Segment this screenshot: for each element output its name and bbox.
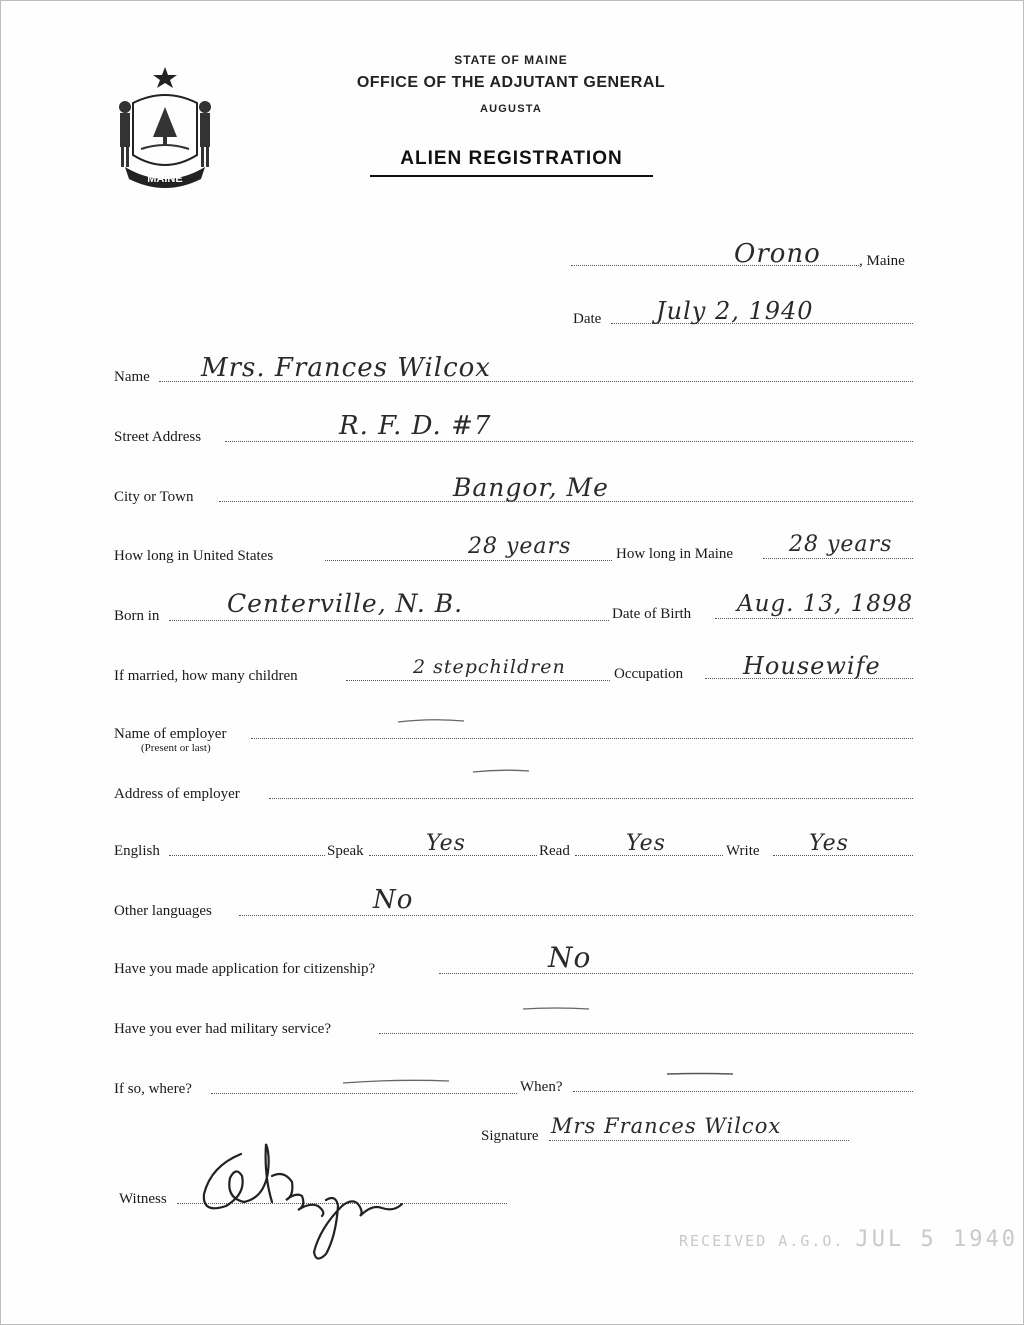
occupation-label: Occupation (614, 666, 684, 682)
name-value: Mrs. Frances Wilcox (201, 353, 491, 383)
how-long-us-line (325, 560, 612, 561)
born-in-value: Centerville, N. B. (227, 589, 464, 618)
other-languages-value: No (373, 885, 414, 915)
employer-name-line (251, 738, 913, 739)
title-underline (370, 175, 653, 177)
witness-signature (186, 1136, 416, 1266)
when-dash (665, 1069, 735, 1079)
date-of-birth-value: Aug. 13, 1898 (737, 591, 914, 617)
how-long-us-value: 28 years (468, 534, 572, 559)
when-label: When? (520, 1079, 563, 1095)
received-stamp (679, 1227, 1018, 1252)
how-long-maine-value: 28 years (789, 532, 893, 557)
born-in-label: Born in (114, 608, 160, 624)
english-line (169, 855, 325, 856)
when-line (573, 1091, 913, 1092)
citizenship-value: No (548, 941, 592, 974)
how-long-us-label: How long in United States (114, 548, 274, 564)
occupation-value: Housewife (743, 652, 881, 680)
military-dash (521, 1004, 591, 1014)
office-heading: OFFICE OF THE ADJUTANT GENERAL (356, 74, 666, 91)
children-value: 2 stepchildren (413, 656, 566, 678)
form-title: ALIEN REGISTRATION (400, 148, 623, 169)
stamp-date: JUL 5 1940 (855, 1227, 1018, 1252)
employer-address-dash (471, 766, 531, 776)
date-value: July 2, 1940 (656, 297, 814, 325)
city-label: City or Town (114, 489, 194, 505)
date-of-birth-label: Date of Birth (612, 606, 692, 622)
state-heading: STATE OF MAINE (454, 53, 568, 67)
where-line (211, 1093, 517, 1094)
other-languages-label: Other languages (114, 903, 212, 919)
street-line (225, 441, 913, 442)
town-value: Orono (734, 239, 821, 269)
date-of-birth-line (715, 618, 913, 619)
maine-suffix: , Maine (859, 253, 905, 269)
maine-seal-icon (111, 63, 219, 191)
street-label: Street Address (114, 429, 202, 445)
speak-label: Speak (327, 843, 364, 859)
english-label: English (114, 843, 160, 859)
read-label: Read (539, 843, 570, 859)
seal-motto: MAINE (147, 173, 183, 185)
witness-name: C H Hayes (386, 1176, 391, 1177)
where-label: If so, where? (114, 1081, 192, 1097)
stamp-text: RECEIVED A.G.O. (679, 1232, 845, 1250)
city-heading: AUGUSTA (480, 103, 542, 115)
military-line (379, 1033, 913, 1034)
signature-line (549, 1140, 849, 1141)
date-label: Date (573, 311, 602, 327)
employer-name-dash (396, 716, 466, 726)
name-label: Name (114, 369, 150, 385)
employer-hint: (Present or last) (141, 742, 211, 754)
where-dash (341, 1077, 451, 1087)
employer-name-label: Name of employer (114, 726, 227, 742)
signature-value: Mrs Frances Wilcox (551, 1114, 782, 1138)
born-in-line (169, 620, 609, 621)
write-value: Yes (809, 831, 849, 856)
how-long-maine-line (763, 558, 913, 559)
write-label: Write (726, 843, 760, 859)
city-value: Bangor, Me (453, 473, 609, 502)
children-label: If married, how many children (114, 668, 298, 684)
citizenship-label: Have you made application for citizenship? (114, 961, 376, 977)
read-value: Yes (626, 831, 666, 856)
employer-address-label: Address of employer (114, 786, 240, 802)
citizenship-line (439, 973, 913, 974)
other-languages-line (239, 915, 913, 916)
speak-value: Yes (426, 831, 466, 856)
children-line (346, 680, 610, 681)
how-long-maine-label: How long in Maine (616, 546, 734, 562)
witness-label: Witness (119, 1191, 167, 1207)
signature-label: Signature (481, 1128, 539, 1144)
employer-address-line (269, 798, 913, 799)
street-value: R. F. D. #7 (339, 411, 492, 441)
military-label: Have you ever had military service? (114, 1021, 331, 1037)
